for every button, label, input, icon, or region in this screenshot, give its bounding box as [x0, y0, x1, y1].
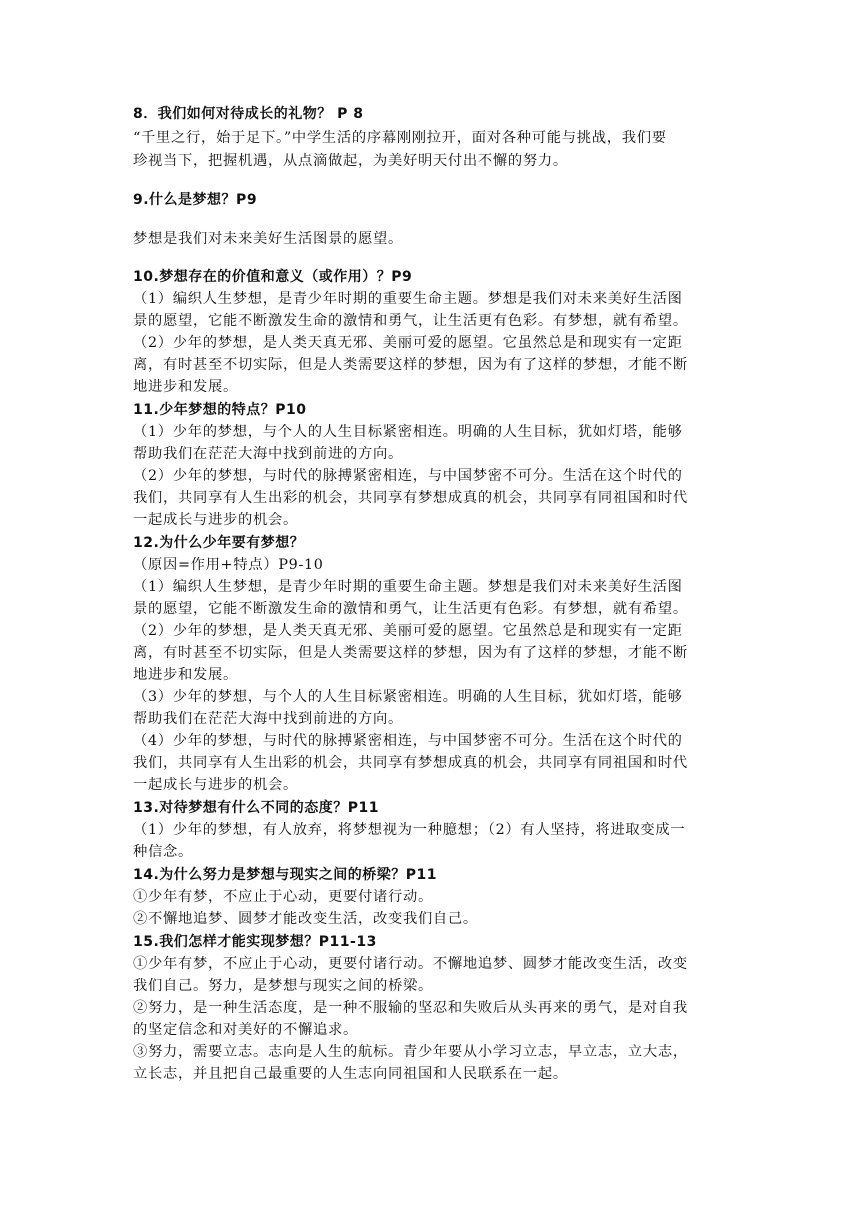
answer-line: 我们，共同享有人生出彩的机会，共同享有梦想成真的机会，共同享有同祖国和时代 — [133, 490, 688, 506]
answer-line: （4）少年的梦想，与时代的脉搏紧密相连，与中国梦密不可分。生活在这个时代的 — [133, 733, 683, 749]
answer-line: （2）少年的梦想，是人类天真无邪、美丽可爱的愿望。它虽然总是和现实有一定距 — [133, 623, 683, 639]
answer-line: “千里之行，始于足下。”中学生活的序幕刚刚拉开，面对各种可能与挑战，我们要 — [133, 130, 667, 146]
answer-line: 景的愿望，它能不断激发生命的激情和勇气，让生活更有色彩。有梦想，就有希望。 — [133, 601, 688, 617]
question-9-heading: 9.什么是梦想？P9 — [133, 192, 258, 208]
answer-line: ②不懈地追梦、圆梦才能改变生活，改变我们自己。 — [133, 911, 478, 927]
answer-line: 景的愿望，它能不断激发生命的激情和勇气，让生活更有色彩。有梦想，就有希望。 — [133, 313, 688, 329]
question-8-heading: 8．我们如何对待成长的礼物？ P 8 — [133, 106, 364, 122]
answer-line: 种信念。 — [133, 844, 193, 860]
answer-line: （2）少年的梦想，与时代的脉搏紧密相连，与中国梦密不可分。生活在这个时代的 — [133, 468, 683, 484]
answer-line: ③努力，需要立志。志向是人生的航标。青少年要从小学习立志，早立志，立大志， — [133, 1044, 688, 1060]
answer-line: 一起成长与进步的机会。 — [133, 512, 298, 528]
answer-line: 我们自己。努力，是梦想与现实之间的桥梁。 — [133, 978, 433, 994]
answer-line: （1）少年的梦想，有人放弃，将梦想视为一种臆想；（2）有人坚持，将进取变成一 — [133, 822, 686, 838]
answer-line: 帮助我们在茫茫大海中找到前进的方向。 — [133, 446, 403, 462]
answer-line: 一起成长与进步的机会。 — [133, 777, 298, 793]
answer-line: 梦想是我们对未来美好生活图景的愿望。 — [133, 231, 403, 247]
answer-line: （3）少年的梦想，与个人的人生目标紧密相连。明确的人生目标，犹如灯塔，能够 — [133, 689, 683, 705]
answer-line: （1）编织人生梦想，是青少年时期的重要生命主题。梦想是我们对未来美好生活图 — [133, 579, 683, 595]
answer-line: 离，有时甚至不切实际，但是人类需要这样的梦想，因为有了这样的梦想，才能不断 — [133, 645, 688, 661]
question-14-heading: 14.为什么努力是梦想与现实之间的桥梁？P11 — [133, 867, 438, 883]
answer-line: ①少年有梦，不应止于心动，更要付诸行动。不懈地追梦、圆梦才能改变生活，改变 — [133, 956, 688, 972]
answer-line: 帮助我们在茫茫大海中找到前进的方向。 — [133, 711, 403, 727]
question-13-heading: 13.对待梦想有什么不同的态度？P11 — [133, 800, 380, 816]
question-15-heading: 15.我们怎样才能实现梦想？P11-13 — [133, 934, 377, 950]
answer-line: ②努力，是一种生活态度，是一种不服输的坚忍和失败后从头再来的勇气，是对自我 — [133, 1000, 688, 1016]
answer-line: ①少年有梦，不应止于心动，更要付诸行动。 — [133, 889, 433, 905]
answer-line: （原因=作用+特点）P9-10 — [133, 557, 324, 573]
answer-line: 离，有时甚至不切实际，但是人类需要这样的梦想，因为有了这样的梦想，才能不断 — [133, 357, 688, 373]
answer-line: 我们，共同享有人生出彩的机会，共同享有梦想成真的机会，共同享有同祖国和时代 — [133, 755, 688, 771]
question-11-heading: 11.少年梦想的特点？P10 — [133, 402, 307, 418]
answer-line: 的坚定信念和对美好的不懈追求。 — [133, 1022, 358, 1038]
answer-line: 地进步和发展。 — [133, 667, 238, 683]
answer-line: 珍视当下，把握机遇，从点滴做起，为美好明天付出不懈的努力。 — [133, 153, 568, 169]
answer-line: （1）编织人生梦想，是青少年时期的重要生命主题。梦想是我们对未来美好生活图 — [133, 291, 683, 307]
answer-line: 立长志，并且把自己最重要的人生志向同祖国和人民联系在一起。 — [133, 1066, 568, 1082]
question-10-heading: 10.梦想存在的价值和意义（或作用）？P9 — [133, 269, 413, 285]
answer-line: 地进步和发展。 — [133, 379, 238, 395]
answer-line: （1）少年的梦想，与个人的人生目标紧密相连。明确的人生目标，犹如灯塔，能够 — [133, 424, 683, 440]
answer-line: （2）少年的梦想，是人类天真无邪、美丽可爱的愿望。它虽然总是和现实有一定距 — [133, 335, 683, 351]
question-12-heading: 12.为什么少年要有梦想？ — [133, 535, 305, 551]
